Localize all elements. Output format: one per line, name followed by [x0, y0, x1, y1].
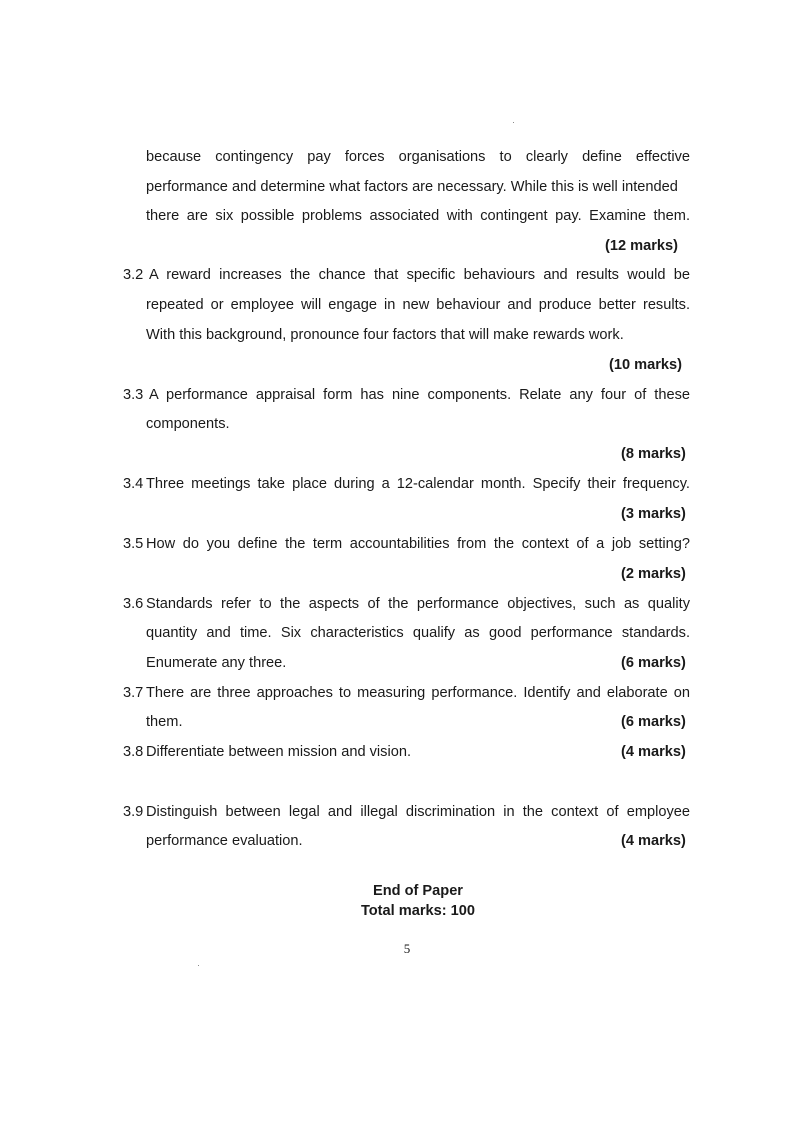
- question-line: A reward increases the chance that specific behaviours and results would be: [149, 267, 690, 283]
- question-line: performance evaluation.: [146, 833, 303, 849]
- question-number: 3.7: [123, 685, 144, 701]
- intro-line: there are six possible problems associated with contingent pay. Examine them.: [146, 208, 690, 224]
- total-marks: Total marks: 100: [360, 903, 476, 919]
- marks-label: (10 marks): [609, 357, 683, 373]
- intro-line: performance and determine what factors are necessary. While this is well intended: [146, 179, 678, 195]
- question-number: 3.5: [123, 536, 144, 552]
- intro-line: because contingency pay forces organisations to clearly define effective: [146, 149, 690, 165]
- page-number: 5: [403, 941, 411, 956]
- marks-label: (6 marks): [621, 655, 686, 671]
- question-number: 3.9: [123, 804, 144, 820]
- marks-label: (12 marks): [605, 238, 679, 254]
- end-of-paper: End of Paper: [372, 883, 463, 899]
- question-line: How do you define the term accountabilities from the context of a job setting?: [146, 536, 690, 552]
- question-number: 3.6: [123, 596, 144, 612]
- question-line: There are three approaches to measuring performance. Identify and elaborate on: [146, 685, 690, 701]
- question-line: components.: [146, 416, 230, 432]
- marks-label: (2 marks): [621, 566, 686, 582]
- question-line: Standards refer to the aspects of the performance objectives, such as quality: [146, 596, 690, 612]
- question-line: Three meetings take place during a 12-calendar month. Specify their frequency.: [146, 476, 690, 492]
- question-number: 3.2: [123, 267, 144, 283]
- question-line: them.: [146, 714, 183, 730]
- marks-label: (3 marks): [621, 506, 686, 522]
- question-line: Differentiate between mission and vision.: [146, 744, 411, 760]
- scan-speck: [513, 122, 514, 123]
- question-line: quantity and time. Six characteristics qualify as good performance standards.: [146, 625, 690, 641]
- marks-label: (4 marks): [621, 744, 686, 760]
- question-line: A performance appraisal form has nine components. Relate any four of these: [149, 387, 690, 403]
- question-number: 3.8: [123, 744, 144, 760]
- marks-label: (8 marks): [621, 446, 686, 462]
- question-number: 3.3: [123, 387, 144, 403]
- scan-speck: [198, 965, 199, 966]
- question-line: Enumerate any three.: [146, 655, 287, 671]
- marks-label: (4 marks): [621, 833, 686, 849]
- question-number: 3.4: [123, 476, 144, 492]
- question-line: Distinguish between legal and illegal discrimination in the context of employee: [146, 804, 690, 820]
- question-line: repeated or employee will engage in new behaviour and produce better results.: [146, 297, 690, 313]
- marks-label: (6 marks): [621, 714, 686, 730]
- question-line: With this background, pronounce four factors that will make rewards work.: [146, 327, 624, 343]
